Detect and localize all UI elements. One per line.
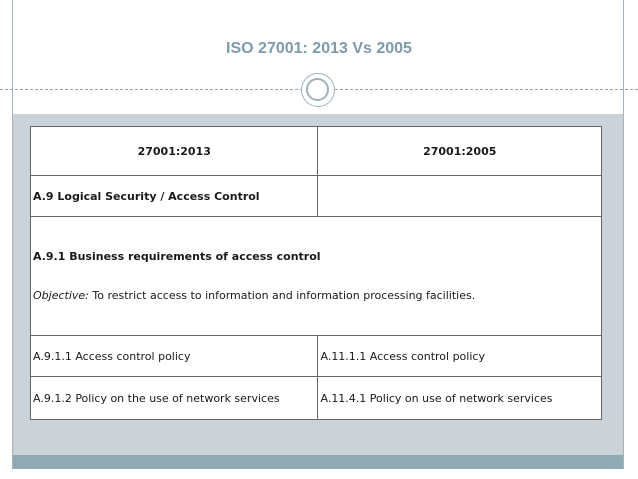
section-title: A.9 Logical Security / Access Control [31,176,318,217]
slide-title: ISO 27001: 2013 Vs 2005 [226,40,412,57]
table-row [31,336,602,377]
control-2005: A.11.1.1 Access control policy [318,336,602,377]
table-row [31,377,602,420]
control-2013: A.9.1.1 Access control policy [31,336,318,377]
comparison-table [30,126,602,420]
subsection-heading: A.9.1 Business requirements of access control [33,250,321,263]
control-2013: A.9.1.2 Policy on the use of network services [31,377,318,420]
objective-line [33,289,599,302]
section-right-cell [318,176,602,217]
subsection-cell [31,217,602,336]
header-2005: 27001:2005 [318,127,602,176]
objective-text: To restrict access to information and information processing facilities. [88,289,476,302]
table-header-row [31,127,602,176]
header-2013: 27001:2013 [31,127,318,176]
objective-label: Objective: [33,289,89,302]
circle-ornament-icon [301,73,335,107]
control-2005: A.11.4.1 Policy on use of network services [318,377,602,420]
bottom-band [13,455,623,469]
table-row [31,176,602,217]
table-row [31,217,602,336]
